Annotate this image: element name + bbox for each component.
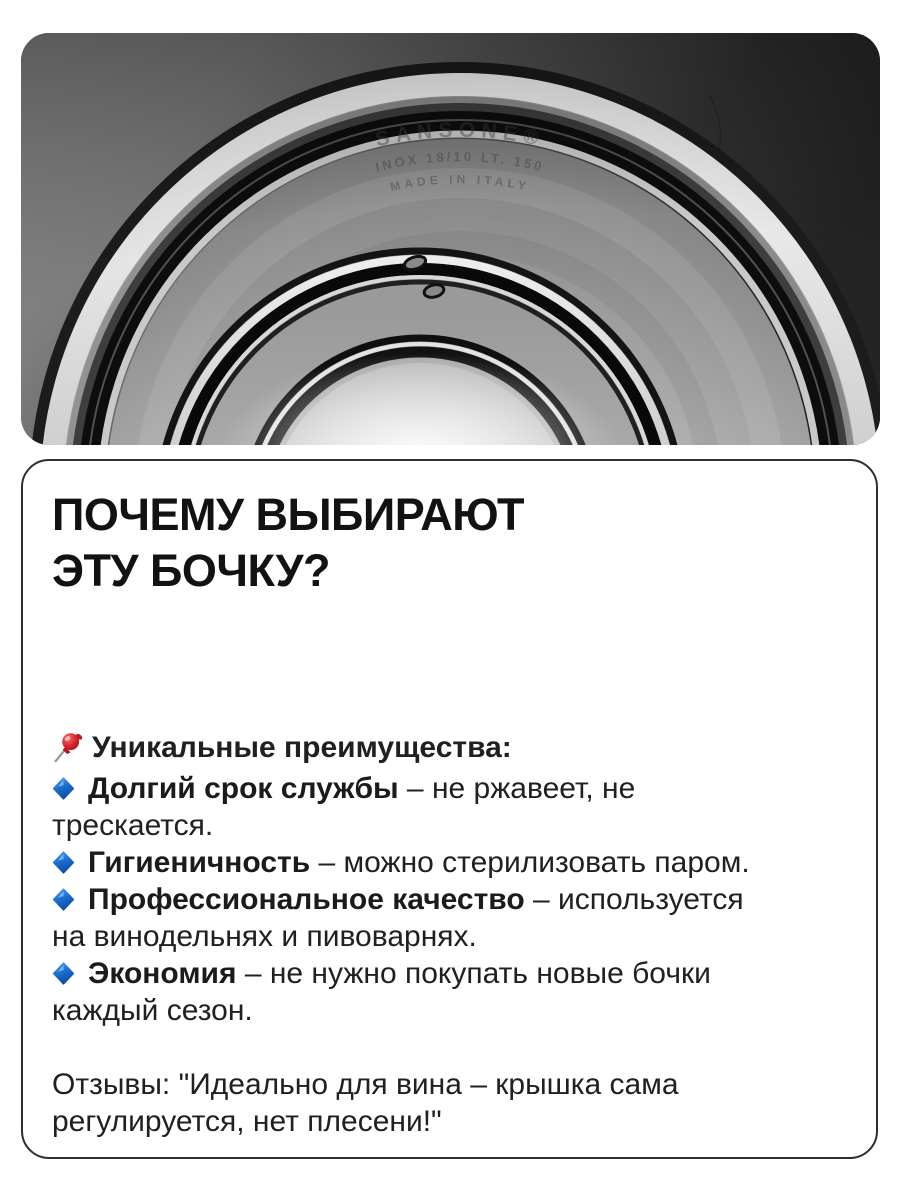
blue-diamond-icon xyxy=(52,777,75,800)
advantage-item xyxy=(52,844,770,881)
title-line-2: ЭТУ БОЧКУ? xyxy=(52,545,331,596)
advantages-heading xyxy=(52,729,770,766)
advantages-list xyxy=(52,770,770,1029)
advantage-description: – не нужно покупать новые бочки каждый сезон. xyxy=(52,957,711,1027)
title-line-1: ПОЧЕМУ ВЫБИРАЮТ xyxy=(52,489,525,540)
card-content xyxy=(52,729,770,1140)
advantage-title: Гигиеничность xyxy=(88,846,311,879)
blue-diamond-icon xyxy=(52,888,75,911)
product-photo xyxy=(21,33,880,445)
advantages-heading-label: Уникальные преимущества: xyxy=(92,731,512,764)
advantage-description: – можно стерилизовать паром. xyxy=(310,846,750,879)
page-title xyxy=(52,487,848,599)
info-card xyxy=(21,459,878,1159)
barrel-photo-svg xyxy=(21,33,880,445)
advantage-description: – не ржавеет, не трескается. xyxy=(52,772,636,842)
reviews-text: Отзывы: "Идеально для вина – крышка сама регулируется, нет плесени!" xyxy=(52,1068,679,1138)
advantage-title: Профессиональное качество xyxy=(88,883,525,916)
blue-diamond-icon xyxy=(52,962,75,985)
advantage-item xyxy=(52,955,770,1029)
pushpin-icon xyxy=(52,731,84,763)
advantage-item xyxy=(52,770,770,844)
advantage-title: Экономия xyxy=(88,957,237,990)
advantage-title: Долгий срок службы xyxy=(88,772,399,805)
advantage-item xyxy=(52,881,770,955)
advantage-description: – используется на винодельнях и пивоварнях. xyxy=(52,883,744,953)
blue-diamond-icon xyxy=(52,851,75,874)
